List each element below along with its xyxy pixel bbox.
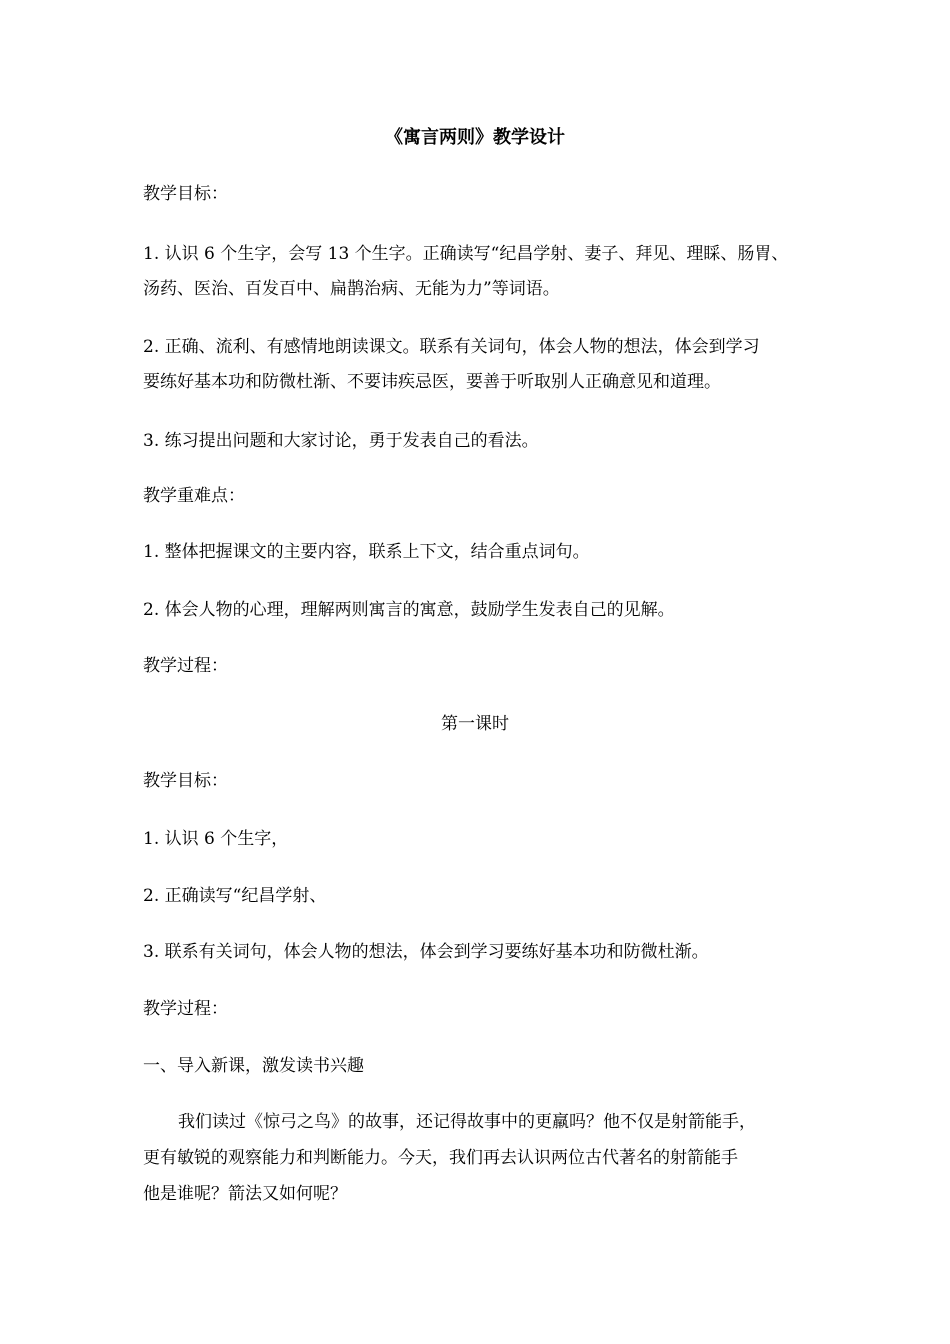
heading-teaching-goals: 教学目标：	[143, 184, 228, 204]
lesson-goal-1: 1. 认识 6 个生字，	[143, 829, 289, 849]
lesson-goal-2: 2. 正确读写“纪昌学射、	[143, 886, 327, 906]
key-point-2: 2. 体会人物的心理，理解两则寓言的寓意，鼓励学生发表自己的见解。	[143, 600, 675, 620]
heading-key-points: 教学重难点：	[143, 486, 245, 506]
paragraph-line-2: 更有敏锐的观察能力和判断能力。今天，我们再去认识两位古代著名的射箭能手	[143, 1148, 738, 1168]
heading-lesson-process: 教学过程：	[143, 999, 228, 1019]
key-point-1: 1. 整体把握课文的主要内容，联系上下文，结合重点词句。	[143, 542, 590, 562]
heading-teaching-process: 教学过程：	[143, 656, 228, 676]
heading-lesson-goals: 教学目标：	[143, 771, 228, 791]
lesson-1-heading: 第一课时	[441, 714, 509, 734]
goal-2-line-2: 要练好基本功和防微杜渐、不要讳疾忌医，要善于听取别人正确意见和道理。	[143, 372, 721, 392]
document-title: 《寓言两则》教学设计	[385, 127, 565, 148]
goal-1-line-1: 1. 认识 6 个生字，会写 13 个生字。正确读写“纪昌学射、妻子、拜见、理睬、肠胃、	[143, 244, 789, 264]
paragraph-line-1: 我们读过《惊弓之鸟》的故事，还记得故事中的更羸吗？他不仅是射箭能手，	[178, 1112, 756, 1132]
lesson-goal-3: 3. 联系有关词句，体会人物的想法，体会到学习要练好基本功和防微杜渐。	[143, 942, 709, 962]
goal-3: 3. 练习提出问题和大家讨论，勇于发表自己的看法。	[143, 431, 539, 451]
goal-1-line-2: 汤药、医治、百发百中、扁鹊治病、无能为力”等词语。	[143, 279, 560, 299]
paragraph-line-3: 他是谁呢？箭法又如何呢？	[143, 1184, 347, 1204]
section-1-heading: 一、导入新课，激发读书兴趣	[143, 1056, 364, 1076]
goal-2-line-1: 2. 正确、流利、有感情地朗读课文。联系有关词句，体会人物的想法，体会到学习	[143, 337, 760, 357]
